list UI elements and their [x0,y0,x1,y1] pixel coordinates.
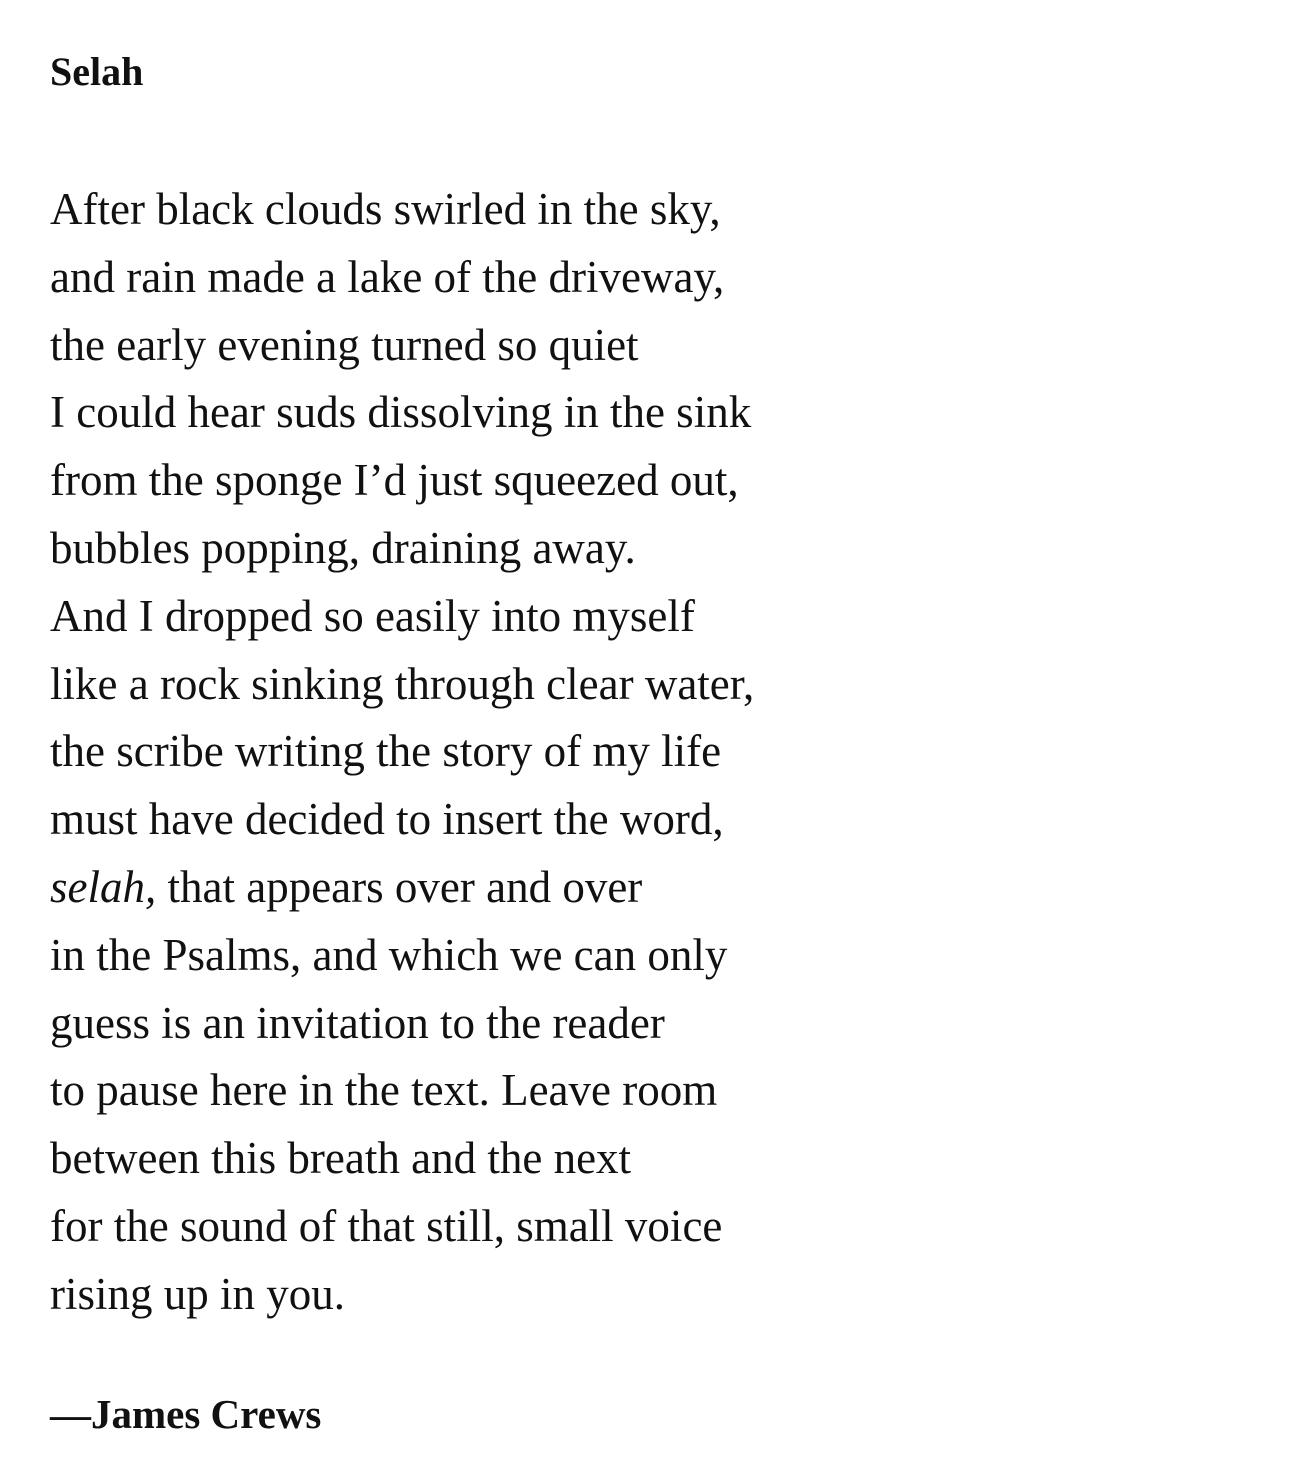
poem-line-8: like a rock sinking through clear water, [50,658,755,709]
poem-line-6: bubbles popping, draining away. [50,522,636,573]
poem-line-13: guess is an invitation to the reader [50,997,665,1048]
poem-line-5: from the sponge I’d just squeezed out, [50,455,739,506]
poem-line-4: I could hear suds dissolving in the sink [50,387,752,438]
poem-body [50,176,754,1329]
poem-line-9: the scribe writing the story of my life [50,726,722,777]
poem-title: Selah [50,49,144,94]
poem-line-2: and rain made a lake of the driveway, [50,251,725,302]
poem-line-14: to pause here in the text. Leave room [50,1065,718,1116]
poem-line-17: rising up in you. [50,1268,346,1319]
poem-attribution: —James Crews [50,1391,322,1437]
poem-line-11 [50,854,754,922]
poem-line-10: must have decided to insert the word, [50,794,724,845]
poem-line-11-rest: that appears over and over [156,861,643,912]
poem-line-12: in the Psalms, and which we can only [50,929,728,980]
poem-line-3: the early evening turned so quiet [50,319,639,370]
italic-word-selah: selah, [50,861,157,912]
poem-line-7: And I dropped so easily into myself [50,590,695,641]
poem-line-15: between this breath and the next [50,1133,632,1184]
poem-line-16: for the sound of that still, small voice [50,1200,723,1251]
poem-line-1: After black clouds swirled in the sky, [50,184,721,234]
